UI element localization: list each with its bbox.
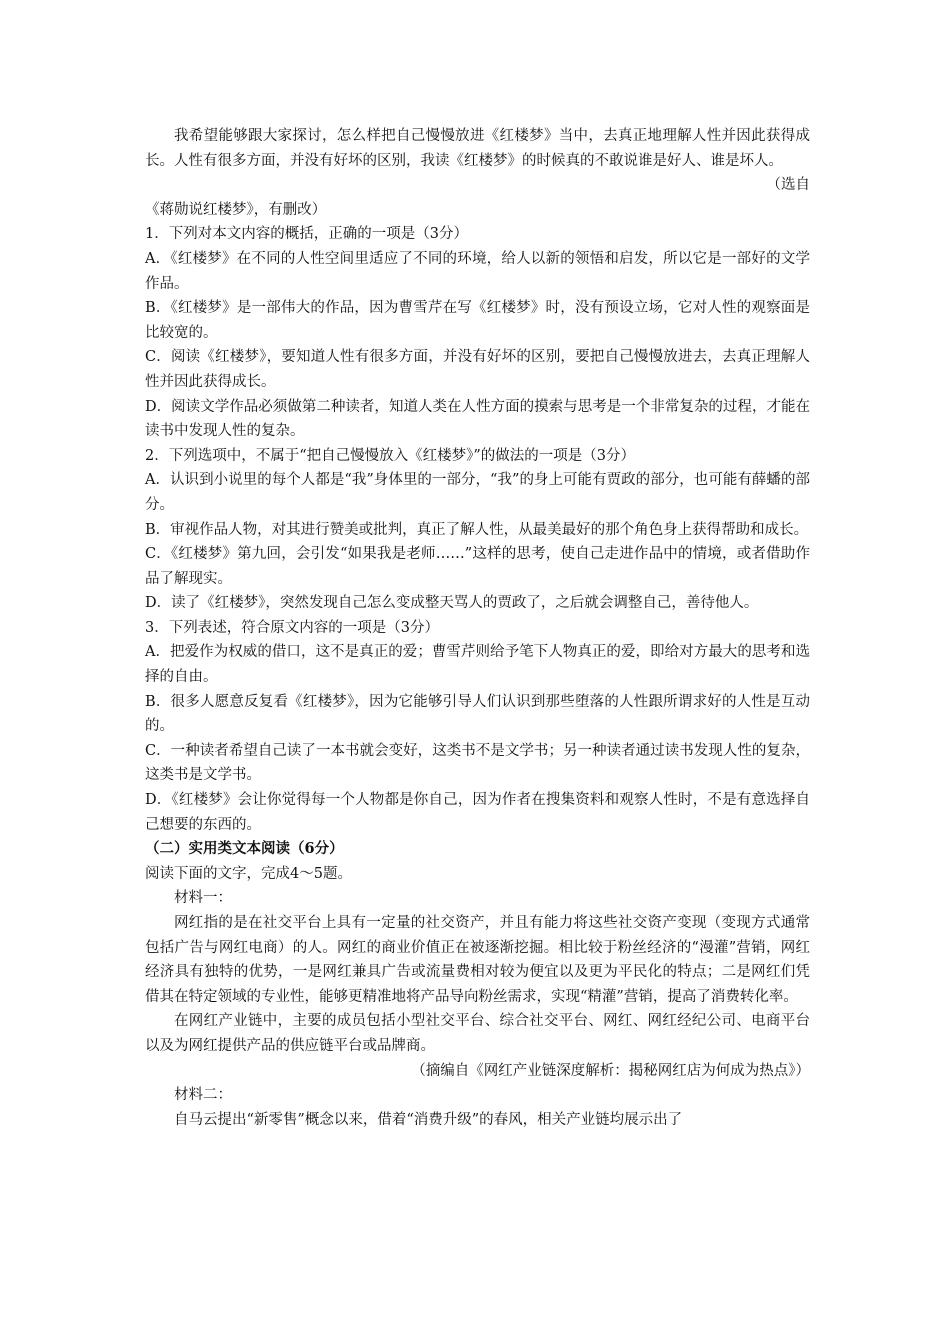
material-1-label: 材料一： (174, 890, 232, 907)
question-stem: 1．下列对本文内容的概括，正确的一项是（3分） (145, 226, 468, 243)
option-b: B．《红楼梦》是一部伟大的作品，因为曹雪芹在写《红楼梦》时，没有预设立场，它对人性的观察面是比较宽的。 (145, 300, 810, 341)
section-heading: （二）实用类文本阅读（6分） (145, 840, 344, 858)
question-1 (145, 222, 810, 443)
option-d: D．阅读文学作品必须做第二种读者，知道人类在人性方面的摸索与思考是一个非常复杂的过程，才能在读书中发现人性的复杂。 (145, 398, 810, 440)
option-b: B．很多人愿意反复看《红楼梦》，因为它能够引导人们认识到那些堕落的人性跟所谓求好的人性是互动的。 (145, 693, 810, 735)
option-d: D．读了《红楼梦》，突然发现自己怎么变成整天骂人的贾政了，之后就会调整自己，善待他人。 (145, 595, 759, 612)
option-a: A．认识到小说里的每个人都是“我”身体里的一部分，“我”的身上可能有贾政的部分，也可能有薛蟠的部分。 (145, 472, 810, 513)
question-stem: 2．下列选项中，不属于“把自己慢慢放入《红楼梦》”的做法的一项是（3分） (145, 447, 636, 464)
material-2-label: 材料二： (174, 1087, 232, 1104)
intro-source-part2: 《蒋勋说红楼梦》，有删改） (145, 201, 327, 218)
material-2-paragraph-1: 自马云提出“新零售”概念以来，借着“消费升级”的春风，相关产业链均展示出了 (174, 1111, 683, 1128)
section-2 (145, 837, 810, 1132)
intro-source-part1: （选自 (766, 177, 810, 194)
material-1-paragraph-2: 在网红产业链中，主要的成员包括小型社交平台、综合社交平台、网红、网红经纪公司、电商平台以及为网红提供产品的供应链平台或品牌商。 (145, 1013, 810, 1054)
option-d: D．《红楼梦》会让你觉得每一个人物都是你自己，因为作者在搜集资料和观察人性时，不是有意选择自己想要的东西的。 (145, 792, 810, 833)
question-stem: 3．下列表述，符合原文内容的一项是（3分） (145, 619, 439, 636)
question-3 (145, 616, 810, 837)
option-c: C．《红楼梦》第九回，会引发“如果我是老师……”这样的思考，使自己走进作品中的情境，或者借助作品了解现实。 (145, 546, 810, 587)
material-1-paragraph-1: 网红指的是在社交平台上具有一定量的社交资产，并且有能力将这些社交资产变现（变现方式通常包括广告与网红电商）的人。网红的商业价值正在被逐渐挖掘。相比较于粉丝经济的“漫灌”营销，网红经济具有独特的优势，一是网红兼具广告或流量费相对较为便宜以及更为平民化的特点；二是网红们凭借其在特定领域的专业性，能够更精准地将产品导向粉丝需求，实现“精灌”营销，提高了消费转化率。 (145, 915, 810, 1005)
material-1-source: （摘编自《网红产业链深度解析：揭秘网红店为何成为热点》） (411, 1062, 810, 1079)
intro-paragraph: 我希望能够跟大家探讨，怎么样把自己慢慢放进《红楼梦》当中，去真正地理解人性并因此获得成长。人性有很多方面，并没有好坏的区别，我读《红楼梦》的时候真的不敢说谁是好人、谁是坏人。 (145, 128, 810, 169)
document-body (145, 124, 810, 1132)
option-b: B．审视作品人物，对其进行赞美或批判，真正了解人性，从最美最好的那个角色身上获得帮助和成长。 (145, 521, 809, 538)
option-c: C．阅读《红楼梦》，要知道人性有很多方面，并没有好坏的区别，要把自己慢慢放进去，去真正理解人性并因此获得成长。 (145, 349, 810, 390)
section-instruction: 阅读下面的文字，完成4～5题。 (145, 865, 352, 882)
option-c: C．一种读者希望自己读了一本书就会变好，这类书不是文学书；另一种读者通过读书发现人性的复杂，这类书是文学书。 (145, 742, 810, 784)
option-a: A．把爱作为权威的借口，这不是真正的爱；曹雪芹则给予笔下人物真正的爱，即给对方最大的思考和选择的自由。 (145, 644, 810, 686)
question-2 (145, 444, 810, 616)
option-a: A．《红楼梦》在不同的人性空间里适应了不同的环境，给人以新的领悟和启发，所以它是一部好的文学作品。 (145, 250, 810, 292)
